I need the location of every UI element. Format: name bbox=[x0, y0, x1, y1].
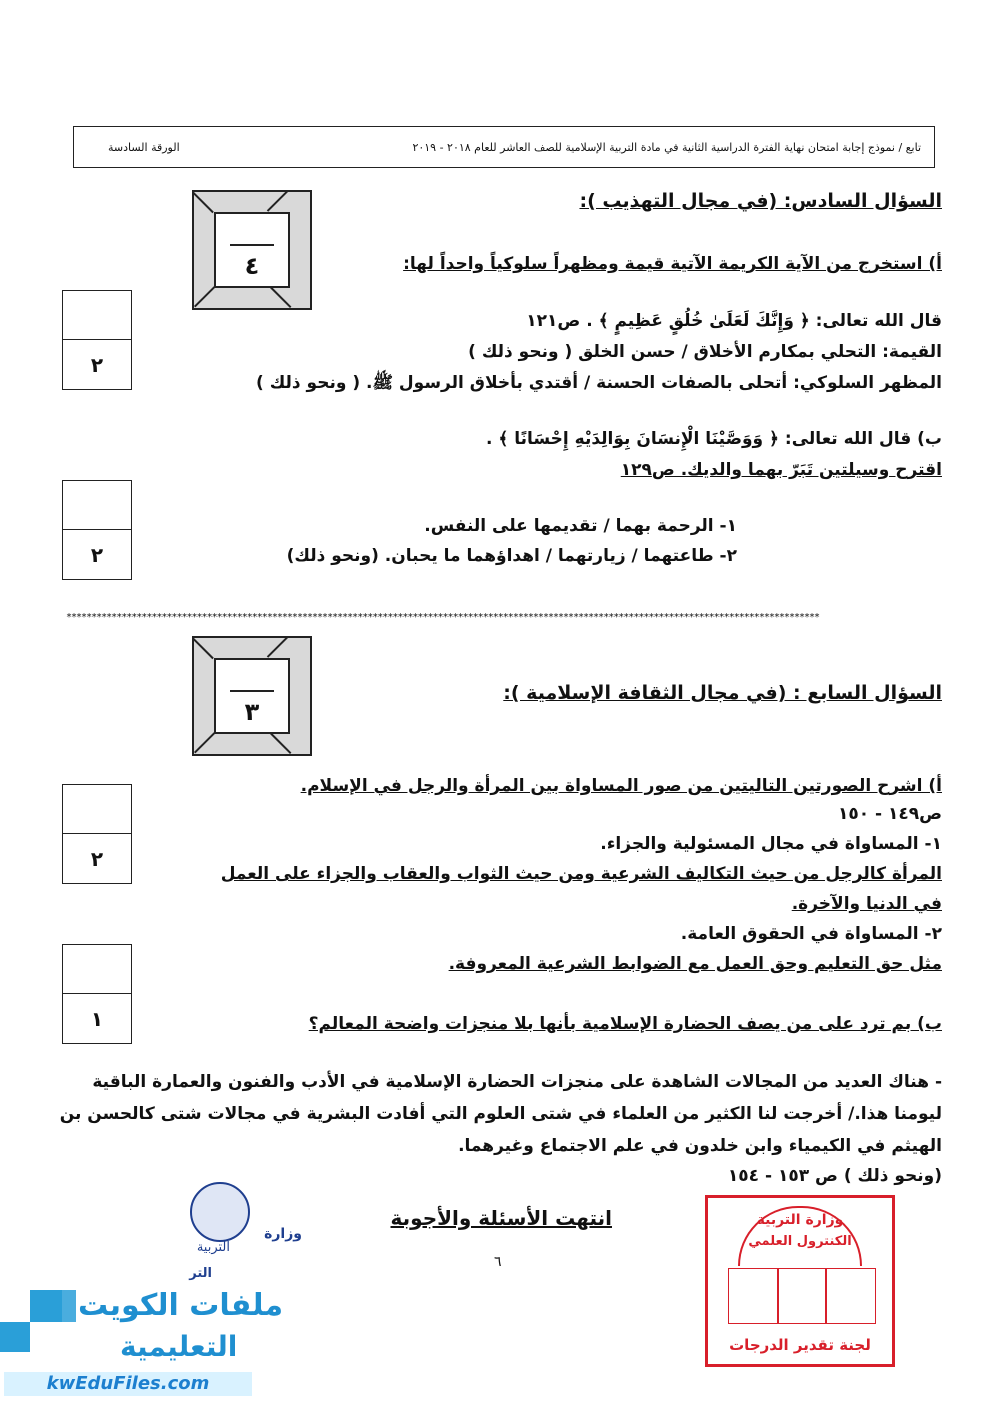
q7-a-item1-title: ١- المساواة في مجال المسئولية والجزاء. bbox=[600, 834, 942, 854]
watermark-square-icon bbox=[0, 1322, 30, 1352]
q6-heading: السؤال السادس: (في مجال التهذيب ): bbox=[579, 190, 942, 212]
q6-a-mark-box bbox=[62, 290, 132, 390]
page-number: ٦ bbox=[494, 1254, 502, 1270]
q7-b-answer-line3: الهيثم في الكيمياء وابن خلدون في علم الاجتماع وغيرهما. bbox=[458, 1136, 942, 1156]
q6-b-answer1: ١- الرحمة بهما / تقديمها على النفس. bbox=[424, 516, 737, 536]
q6-a-value: القيمة: التحلي بمكارم الأخلاق / حسن الخلق ( ونحو ذلك ) bbox=[468, 342, 942, 362]
watermark-line2: التعليمية bbox=[120, 1330, 238, 1363]
q7-b-answer-line1: - هناك العديد من المجالات الشاهدة على منجزات الحضارة الإسلامية في الأدب والفنون والعمارة الباقية bbox=[92, 1072, 942, 1092]
q7-heading: السؤال السابع : (في مجال الثقافة الإسلامية ): bbox=[503, 682, 942, 704]
header-title: تابع / نموذج إجابة امتحان نهاية الفترة الدراسية الثانية في مادة التربية الإسلامية للصف العاشر للعام ٢٠١٨ - ٢٠١٩ bbox=[412, 141, 921, 154]
q6-score: ٤ bbox=[244, 252, 260, 280]
q7-a-item2-line1: مثل حق التعليم وحق العمل مع الضوابط الشرعية المعروفة. bbox=[448, 954, 942, 974]
separator-stars: ****************************************************************************************************************************************************** bbox=[66, 612, 820, 623]
q6-b-prompt: اقترح وسيلتين تَبَرّ بهما والديك. ص١٢٩ bbox=[620, 460, 942, 480]
end-text: انتهت الأسئلة والأجوبة bbox=[390, 1206, 612, 1230]
q6-score-box bbox=[192, 190, 312, 310]
q7-b-mark-box bbox=[62, 944, 132, 1044]
q7-score-box bbox=[192, 636, 312, 756]
q6-a-behavior: المظهر السلوكي: أتحلى بالصفات الحسنة / أقتدي بأخلاق الرسول ﷺ. ( ونحو ذلك ) bbox=[256, 373, 942, 393]
q7-a-item1-line1: المرأة كالرجل من حيث التكاليف الشرعية ومن حيث الثواب والعقاب والجزاء على العمل bbox=[220, 864, 942, 884]
stamp-line3: لجنة تقدير الدرجات bbox=[729, 1336, 871, 1354]
q7-a-item2-title: ٢- المساواة في الحقوق العامة. bbox=[680, 924, 942, 944]
q6-b-verse: ب) قال الله تعالى: ﴿ وَوَصَّيْنَا الْإِنسَانَ بِوَالِدَيْهِ إِحْسَانًا ﴾ . bbox=[485, 429, 942, 449]
q6-b-mark: ٢ bbox=[90, 542, 104, 567]
q7-a-item1-line2: في الدنيا والآخرة. bbox=[791, 894, 942, 914]
watermark-url: kwEduFiles.com bbox=[4, 1372, 252, 1396]
q7-b-prompt: ب) بم ترد على من يصف الحضارة الإسلامية بأنها بلا منجزات واضحة المعالم؟ bbox=[308, 1014, 942, 1034]
stamp-line2: الكنترول العلمي bbox=[748, 1234, 852, 1249]
watermark-line1: ملفات الكويت bbox=[78, 1288, 284, 1323]
score-divider bbox=[230, 244, 274, 246]
q7-b-mark: ١ bbox=[90, 1006, 104, 1031]
watermark-square-icon bbox=[62, 1290, 76, 1322]
logo-line3: التر bbox=[189, 1266, 212, 1281]
score-divider bbox=[230, 690, 274, 692]
q7-a-pages: ص١٤٩ - ١٥٠ bbox=[837, 804, 942, 824]
watermark-square-icon bbox=[30, 1290, 62, 1322]
approval-stamp bbox=[705, 1195, 895, 1367]
q6-a-prompt: أ) استخرج من الآية الكريمة الآتية قيمة ومظهراً سلوكياً واحداً لها: bbox=[403, 254, 942, 274]
stamp-line1: وزارة التربية bbox=[756, 1212, 844, 1228]
logo-line2: التربية bbox=[196, 1240, 230, 1255]
ministry-logo bbox=[150, 1180, 310, 1290]
q7-a-mark-box bbox=[62, 784, 132, 884]
q7-score: ٣ bbox=[244, 698, 260, 726]
q7-b-answer-line2: ليومنا هذا./ أخرجت لنا الكثير من العلماء في شتى العلوم التي أفادت البشرية في مجالات شتى كالحسن بن bbox=[59, 1104, 942, 1124]
emblem-icon bbox=[190, 1182, 250, 1242]
q7-a-mark: ٢ bbox=[90, 846, 104, 871]
logo-line1: وزارة bbox=[264, 1226, 302, 1242]
q6-b-mark-box bbox=[62, 480, 132, 580]
q7-a-prompt: أ) اشرح الصورتين التاليتين من صور المساواة بين المرأة والرجل في الإسلام. bbox=[300, 776, 942, 796]
page-label: الورقة السادسة bbox=[108, 141, 180, 154]
q6-a-verse: قال الله تعالى: ﴿ وَإِنَّكَ لَعَلَىٰ خُلُقٍ عَظِيمٍ ﴾ . ص١٢١ bbox=[526, 311, 942, 331]
q7-b-answer-line4: (ونحو ذلك ) ص ١٥٣ - ١٥٤ bbox=[727, 1166, 942, 1186]
q6-a-mark: ٢ bbox=[90, 352, 104, 377]
q6-b-answer2: ٢- طاعتهما / زيارتهما / اهداؤهما ما يحبان. (ونحو ذلك) bbox=[286, 546, 737, 566]
